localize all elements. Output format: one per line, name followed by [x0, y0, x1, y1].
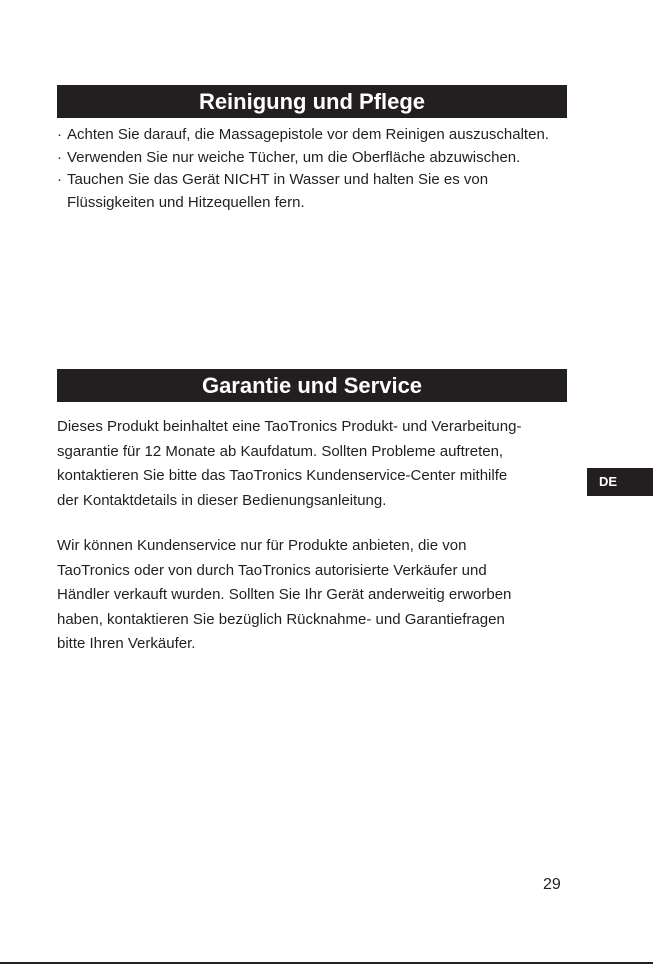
bullet-text: Verwenden Sie nur weiche Tücher, um die Oberfläche abzuwischen.	[67, 148, 521, 166]
page-number: 29	[543, 876, 561, 893]
section-heading-warranty: Garantie und Service	[57, 369, 567, 402]
bullet-text: Achten Sie darauf, die Massagepistole vor dem Reinigen auszuschalten.	[67, 126, 549, 143]
warranty-paragraph: Dieses Produkt beinhaltet eine TaoTronics Produkt- und Verarbeitung- sgarantie für 12 Monate ab Kaufdatum. Sollten Probleme auftreten, kontaktieren Sie bitte das TaoTronics Kundenservice-Center mithilfe der Kontaktdetails in dieser Bedienungsanleitung.	[57, 418, 522, 509]
cleaning-bullet-list	[57, 124, 577, 214]
bottom-divider	[0, 962, 653, 964]
list-item	[57, 124, 577, 147]
bullet-marker: ·	[57, 148, 62, 166]
service-paragraph: Wir können Kundenservice nur für Produkte anbieten, die von TaoTronics oder von durch TaoTronics autorisierte Verkäufer und Händler verkauft wurden. Sollten Sie Ihr Gerät anderweitig erworben haben, kontaktieren Sie bezüglich Rücknahme- und Garantiefragen bitte Ihren Verkäufer.	[57, 537, 512, 652]
language-tab: DE	[587, 468, 653, 496]
list-item	[57, 147, 577, 170]
bullet-text: Tauchen Sie das Gerät NICHT in Wasser und halten Sie es von Flüssigkeiten und Hitzequellen fern.	[67, 171, 489, 211]
bullet-marker: ·	[57, 171, 62, 188]
bullet-marker: ·	[57, 126, 62, 143]
section-heading-cleaning: Reinigung und Pflege	[57, 85, 567, 118]
list-item	[57, 169, 577, 214]
